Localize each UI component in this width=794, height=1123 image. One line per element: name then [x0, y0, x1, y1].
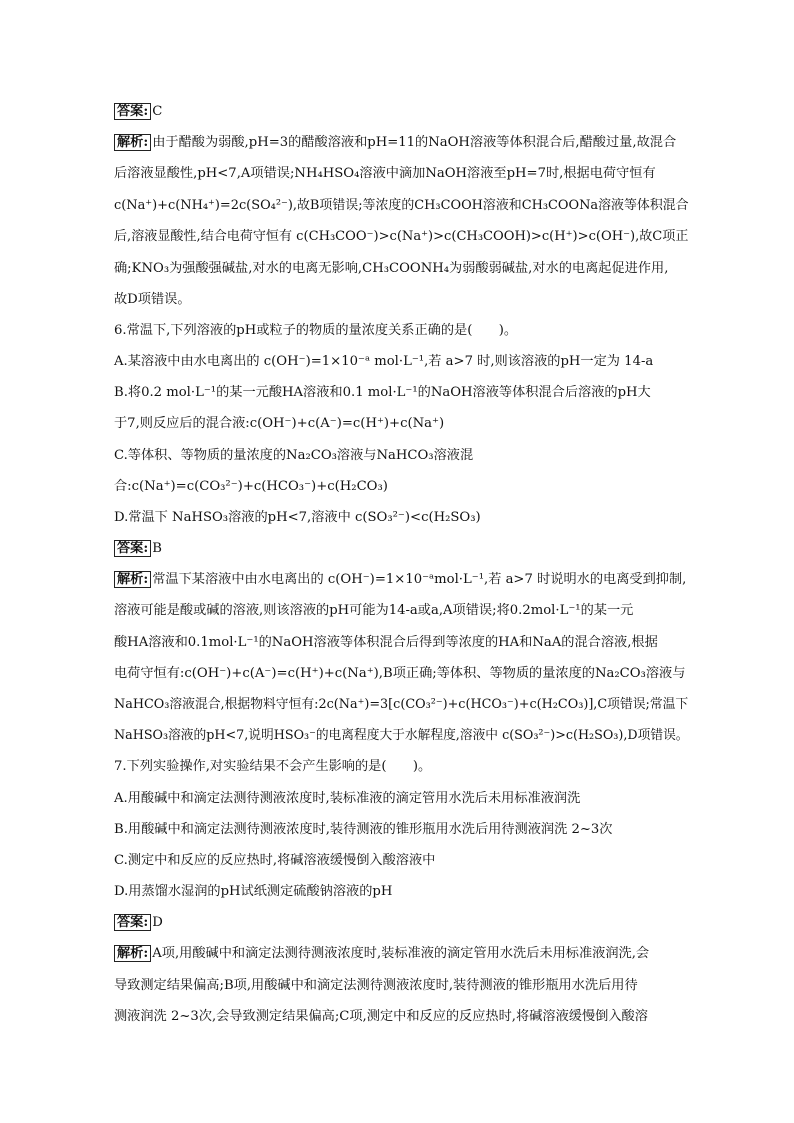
- q5-analysis-line-1: [114, 133, 682, 153]
- q6-answer: B: [152, 541, 162, 556]
- q5-analysis-line-3: c(Na⁺)+c(NH₄⁺)=2c(SO₄²⁻),故B项错误;等浓度的CH₃COOH溶液和CH₃COONa溶液等体积混合: [114, 198, 689, 213]
- q7-answer: D: [152, 915, 163, 930]
- analysis-label: 解析:: [114, 945, 151, 962]
- q6-analysis-line-5: NaHCO₃溶液混合,根据物料守恒有:2c(Na⁺)=3[c(CO₃²⁻)+c(HCO₃⁻)+c(H₂CO₃)],C项错误;常温下: [114, 697, 689, 712]
- q7-stem: 7.下列实验操作,对实验结果不会产生影响的是( )。: [114, 759, 432, 774]
- q6-analysis-line-3: 酸HA溶液和0.1mol·L⁻¹的NaOH溶液等体积混合后得到等浓度的HA和NaA的混合溶液,根据: [114, 635, 658, 650]
- q6-analysis-line-2: 溶液可能是酸或碱的溶液,则该溶液的pH可能为14-a或a,A项错误;将0.2mol·L⁻¹的某一元: [114, 603, 634, 618]
- q6-analysis-line-4: 电荷守恒有:c(OH⁻)+c(A⁻)=c(H⁺)+c(Na⁺),B项正确;等体积、等物质的量浓度的Na₂CO₃溶液与: [114, 666, 686, 681]
- q5-analysis-line-4: 后,溶液显酸性,结合电荷守恒有 c(CH₃COO⁻)>c(Na⁺)>c(CH₃COOH)>c(H⁺)>c(OH⁻),故C项正: [114, 229, 689, 244]
- analysis-label: 解析:: [114, 571, 151, 588]
- answer-label: 答案:: [114, 914, 151, 931]
- analysis-text: A项,用酸碱中和滴定法测待测液浓度时,装标准液的滴定管用水洗后未用标准液润洗,会: [152, 946, 650, 961]
- q6-option-c: C.等体积、等物质的量浓度的Na₂CO₃溶液与NaHCO₃溶液混: [114, 448, 474, 463]
- analysis-text: 由于醋酸为弱酸,pH=3的醋酸溶液和pH=11的NaOH溶液等体积混合后,醋酸过量,故混合: [152, 135, 677, 150]
- q7-option-b: B.用酸碱中和滴定法测待测液浓度时,装待测液的锥形瓶用水洗后用待测液润洗 2~3次: [114, 822, 613, 837]
- q7-answer-line: [114, 913, 682, 933]
- q6-stem: 6.常温下,下列溶液的pH或粒子的物质的量浓度关系正确的是( )。: [114, 323, 518, 338]
- q5-analysis-line-2: 后溶液显酸性,pH<7,A项错误;NH₄HSO₄溶液中滴加NaOH溶液至pH=7时,根据电荷守恒有: [114, 166, 656, 181]
- q7-analysis-line-3: 测液润洗 2~3次,会导致测定结果偏高;C项,测定中和反应的反应热时,将碱溶液缓慢倒入酸溶: [114, 1009, 648, 1024]
- q6-option-a: A.某溶液中由水电离出的 c(OH⁻)=1×10⁻ᵃ mol·L⁻¹,若 a>7 时,则该溶液的pH一定为 14-a: [114, 354, 654, 369]
- analysis-label: 解析:: [114, 134, 151, 151]
- q6-option-b: B.将0.2 mol·L⁻¹的某一元酸HA溶液和0.1 mol·L⁻¹的NaOH溶液等体积混合后溶液的pH大: [114, 385, 651, 400]
- q6-option-c-cont: 合:c(Na⁺)=c(CO₃²⁻)+c(HCO₃⁻)+c(H₂CO₃): [114, 479, 388, 494]
- q7-option-d: D.用蒸馏水湿润的pH试纸测定硫酸钠溶液的pH: [114, 884, 393, 899]
- q7-option-a: A.用酸碱中和滴定法测待测液浓度时,装标准液的滴定管用水洗后未用标准液润洗: [114, 791, 581, 806]
- q5-answer-line: [114, 102, 682, 122]
- q6-option-b-cont: 于7,则反应后的混合液:c(OH⁻)+c(A⁻)=c(H⁺)+c(Na⁺): [114, 416, 445, 431]
- q5-answer: C: [152, 104, 163, 119]
- q7-analysis-line-1: [114, 944, 682, 964]
- answer-label: 答案:: [114, 103, 151, 120]
- q5-analysis-line-6: 故D项错误。: [114, 292, 191, 307]
- q6-analysis-line-1: [114, 570, 687, 590]
- q7-option-c: C.测定中和反应的反应热时,将碱溶液缓慢倒入酸溶液中: [114, 853, 436, 868]
- analysis-text: 常温下某溶液中由水电离出的 c(OH⁻)=1×10⁻ᵃmol·L⁻¹,若 a>7 时说明水的电离受到抑制,: [152, 572, 687, 587]
- q5-analysis-line-5: 确;KNO₃为强酸强碱盐,对水的电离无影响,CH₃COONH₄为弱酸弱碱盐,对水的电离起促进作用,: [114, 261, 669, 276]
- q6-analysis-line-6: NaHSO₃溶液的pH<7,说明HSO₃⁻的电离程度大于水解程度,溶液中 c(SO₃²⁻)>c(H₂SO₃),D项错误。: [114, 728, 689, 743]
- answer-label: 答案:: [114, 540, 151, 557]
- q6-option-d: D.常温下 NaHSO₃溶液的pH<7,溶液中 c(SO₃²⁻)<c(H₂SO₃): [114, 510, 481, 525]
- q7-analysis-line-2: 导致测定结果偏高;B项,用酸碱中和滴定法测待测液浓度时,装待测液的锥形瓶用水洗后用待: [114, 978, 638, 993]
- q6-answer-line: [114, 539, 682, 559]
